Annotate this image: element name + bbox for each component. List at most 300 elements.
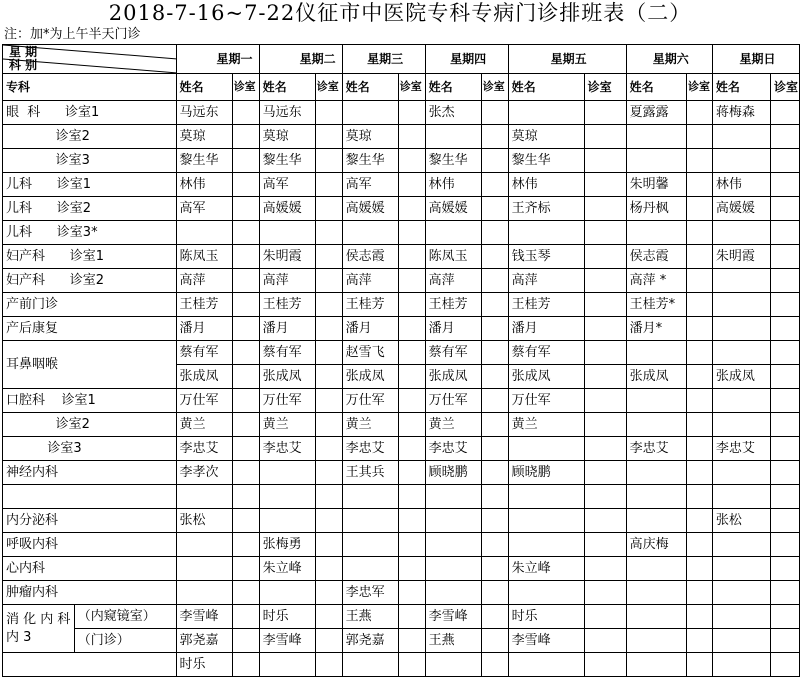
room-cell (584, 149, 626, 173)
digestive-dept-label: 消 化 内 科 (6, 611, 71, 627)
dept-cell: 妇产科 诊室1 (3, 245, 177, 269)
doctor-name-cell (626, 629, 686, 653)
doctor-name-cell: 高军 (176, 197, 232, 221)
room-cell (398, 389, 425, 413)
corner-day-label: 星 期 (9, 45, 38, 59)
room-cell (398, 365, 425, 389)
room-cell (481, 629, 508, 653)
room-cell (686, 317, 712, 341)
room-cell (398, 341, 425, 365)
doctor-name-cell (259, 653, 315, 677)
doctor-name-cell: 李忠艾 (712, 437, 770, 461)
room-cell (232, 341, 259, 365)
table-row (3, 341, 800, 365)
room-cell (584, 437, 626, 461)
dept-cell-digestive (3, 605, 75, 653)
room-cell (584, 389, 626, 413)
room-cell (398, 461, 425, 485)
doctor-name-cell: 黄兰 (342, 413, 398, 437)
room-cell (770, 365, 799, 389)
room-cell (481, 221, 508, 245)
room-cell (481, 605, 508, 629)
doctor-name-cell: 马远东 (259, 101, 315, 125)
day-header-fri: 星期五 (508, 45, 626, 74)
doctor-name-cell: 蔡有军 (176, 341, 232, 365)
room-cell (315, 341, 342, 365)
name-header: 姓名 (626, 74, 686, 101)
room-cell (770, 605, 799, 629)
doctor-name-cell (626, 485, 686, 509)
doctor-name-cell: 高军 (342, 173, 398, 197)
doctor-name-cell: 黄兰 (425, 413, 481, 437)
room-cell (584, 269, 626, 293)
doctor-name-cell: 李雪峰 (508, 629, 584, 653)
name-header: 姓名 (259, 74, 315, 101)
doctor-name-cell: 时乐 (259, 605, 315, 629)
room-cell (398, 221, 425, 245)
doctor-name-cell: 李雪峰 (425, 605, 481, 629)
doctor-name-cell: 王桂芳 (176, 293, 232, 317)
doctor-name-cell (626, 341, 686, 365)
dept-cell: 产后康复 (3, 317, 177, 341)
doctor-name-cell: 黄兰 (508, 413, 584, 437)
room-cell (481, 317, 508, 341)
room-cell (398, 653, 425, 677)
doctor-name-cell: 黎生华 (176, 149, 232, 173)
header-day-row (3, 45, 800, 74)
note-text: 注：加*为上午半天门诊 (4, 27, 141, 42)
room-cell (315, 389, 342, 413)
room-cell (481, 173, 508, 197)
room-cell (481, 653, 508, 677)
room-header: 诊室 (398, 74, 425, 101)
room-cell (232, 413, 259, 437)
room-cell (398, 317, 425, 341)
room-cell (398, 437, 425, 461)
dept-cell: 诊室2 (3, 125, 177, 149)
dept-cell: 儿科 诊室2 (3, 197, 177, 221)
header-sub-row (3, 74, 800, 101)
room-cell (584, 557, 626, 581)
doctor-name-cell: 王其兵 (342, 461, 398, 485)
room-cell (686, 221, 712, 245)
room-cell (315, 557, 342, 581)
room-cell (232, 245, 259, 269)
room-cell (481, 365, 508, 389)
room-cell (481, 437, 508, 461)
doctor-name-cell (626, 557, 686, 581)
doctor-name-cell: 张成凤 (425, 365, 481, 389)
doctor-name-cell (712, 389, 770, 413)
doctor-name-cell: 王桂芳 (508, 293, 584, 317)
room-cell (584, 509, 626, 533)
room-cell (686, 173, 712, 197)
room-cell (232, 101, 259, 125)
room-cell (398, 581, 425, 605)
doctor-name-cell: 郭尧嘉 (176, 629, 232, 653)
doctor-name-cell: 侯志霞 (626, 245, 686, 269)
dept-cell-ent: 耳鼻咽喉 (3, 341, 177, 389)
doctor-name-cell (508, 437, 584, 461)
room-cell (481, 245, 508, 269)
doctor-name-cell: 朱明霞 (259, 245, 315, 269)
doctor-name-cell (176, 533, 232, 557)
doctor-name-cell: 李忠艾 (626, 437, 686, 461)
room-cell (686, 461, 712, 485)
doctor-name-cell: 钱玉琴 (508, 245, 584, 269)
room-cell (686, 437, 712, 461)
room-cell (584, 365, 626, 389)
room-cell (232, 293, 259, 317)
room-cell (770, 485, 799, 509)
room-cell (398, 269, 425, 293)
room-cell (232, 461, 259, 485)
doctor-name-cell: 高媛媛 (712, 197, 770, 221)
dept-cell: 眼 科 诊室1 (3, 101, 177, 125)
room-cell (315, 605, 342, 629)
doctor-name-cell (508, 485, 584, 509)
dept-cell: 儿科 诊室3* (3, 221, 177, 245)
doctor-name-cell: 李忠艾 (425, 437, 481, 461)
room-cell (481, 557, 508, 581)
doctor-name-cell: 张松 (712, 509, 770, 533)
room-cell (315, 509, 342, 533)
doctor-name-cell: 莫琼 (176, 125, 232, 149)
room-cell (232, 437, 259, 461)
table-row (3, 629, 800, 653)
table-row (3, 317, 800, 341)
doctor-name-cell (508, 653, 584, 677)
doctor-name-cell (259, 485, 315, 509)
dept-cell: 心内科 (3, 557, 177, 581)
doctor-name-cell: 张松 (176, 509, 232, 533)
doctor-name-cell: 高媛媛 (342, 197, 398, 221)
doctor-name-cell (259, 461, 315, 485)
doctor-name-cell (712, 533, 770, 557)
room-cell (398, 245, 425, 269)
room-cell (686, 653, 712, 677)
room-cell (481, 341, 508, 365)
room-cell (686, 149, 712, 173)
doctor-name-cell: 黄兰 (259, 413, 315, 437)
room-cell (232, 197, 259, 221)
doctor-name-cell: 朱立峰 (508, 557, 584, 581)
room-cell (232, 533, 259, 557)
room-header: 诊室 (481, 74, 508, 101)
doctor-name-cell: 张成凤 (508, 365, 584, 389)
dept-cell: 口腔科 诊室1 (3, 389, 177, 413)
table-row (3, 413, 800, 437)
room-header: 诊室 (584, 74, 626, 101)
room-cell (481, 197, 508, 221)
room-cell (315, 485, 342, 509)
corner-dept-label: 科 别 (9, 58, 38, 72)
doctor-name-cell: 潘月 (259, 317, 315, 341)
day-header-thu: 星期四 (425, 45, 508, 74)
dept-cell: 诊室3 (3, 149, 177, 173)
table-row (3, 173, 800, 197)
room-cell (398, 605, 425, 629)
doctor-name-cell: 林伟 (425, 173, 481, 197)
doctor-name-cell: 夏露露 (626, 101, 686, 125)
room-cell (481, 269, 508, 293)
doctor-name-cell: 张成凤 (626, 365, 686, 389)
doctor-name-cell (712, 653, 770, 677)
room-cell (686, 125, 712, 149)
doctor-name-cell: 张成凤 (342, 365, 398, 389)
room-cell (770, 221, 799, 245)
doctor-name-cell: 万仕军 (259, 389, 315, 413)
doctor-name-cell (342, 509, 398, 533)
room-cell (232, 149, 259, 173)
doctor-name-cell: 杨丹枫 (626, 197, 686, 221)
doctor-name-cell: 李孝次 (176, 461, 232, 485)
room-cell (770, 581, 799, 605)
doctor-name-cell: 王桂芳* (626, 293, 686, 317)
room-cell (481, 149, 508, 173)
room-cell (481, 125, 508, 149)
doctor-name-cell: 高媛媛 (259, 197, 315, 221)
room-cell (584, 293, 626, 317)
room-cell (481, 293, 508, 317)
room-cell (315, 317, 342, 341)
doctor-name-cell: 高萍 * (626, 269, 686, 293)
dept-cell (3, 653, 177, 677)
room-cell (686, 293, 712, 317)
table-row (3, 245, 800, 269)
room-cell (315, 293, 342, 317)
room-cell (315, 245, 342, 269)
room-header: 诊室 (686, 74, 712, 101)
doctor-name-cell (712, 413, 770, 437)
room-cell (481, 389, 508, 413)
room-cell (770, 557, 799, 581)
day-header-mon: 星期一 (176, 45, 259, 74)
room-cell (770, 293, 799, 317)
room-cell (315, 629, 342, 653)
doctor-name-cell: 郭尧嘉 (342, 629, 398, 653)
doctor-name-cell (626, 389, 686, 413)
dept-cell: 内分泌科 (3, 509, 177, 533)
doctor-name-cell (626, 581, 686, 605)
doctor-name-cell (259, 221, 315, 245)
doctor-name-cell: 黎生华 (508, 149, 584, 173)
room-cell (770, 269, 799, 293)
room-cell (398, 101, 425, 125)
room-cell (315, 197, 342, 221)
doctor-name-cell: 朱立峰 (259, 557, 315, 581)
doctor-name-cell (712, 605, 770, 629)
doctor-name-cell: 高萍 (342, 269, 398, 293)
doctor-name-cell: 时乐 (508, 605, 584, 629)
room-cell (481, 581, 508, 605)
doctor-name-cell: 顾晓鹏 (508, 461, 584, 485)
doctor-name-cell (259, 509, 315, 533)
room-cell (584, 341, 626, 365)
doctor-name-cell (176, 485, 232, 509)
room-cell (770, 149, 799, 173)
table-row (3, 149, 800, 173)
table-row (3, 389, 800, 413)
schedule-table (2, 44, 800, 677)
page-title: 2018-7-16~7-22仪征市中医院专科专病门诊排班表（二） (108, 1, 692, 25)
doctor-name-cell: 莫琼 (508, 125, 584, 149)
doctor-name-cell: 王燕 (425, 629, 481, 653)
doctor-name-cell: 张成凤 (712, 365, 770, 389)
room-cell (686, 533, 712, 557)
doctor-name-cell: 林伟 (508, 173, 584, 197)
doctor-name-cell: 黎生华 (425, 149, 481, 173)
doctor-name-cell: 李雪峰 (259, 629, 315, 653)
dept-cell (3, 485, 177, 509)
doctor-name-cell: 李忠艾 (259, 437, 315, 461)
doctor-name-cell (176, 221, 232, 245)
room-cell (584, 533, 626, 557)
doctor-name-cell (712, 485, 770, 509)
doctor-name-cell (508, 101, 584, 125)
room-cell (232, 317, 259, 341)
doctor-name-cell (626, 509, 686, 533)
doctor-name-cell (626, 149, 686, 173)
doctor-name-cell: 顾晓鹏 (425, 461, 481, 485)
table-row (3, 485, 800, 509)
doctor-name-cell: 林伟 (712, 173, 770, 197)
room-cell (481, 509, 508, 533)
dept-cell: 诊室2 (3, 413, 177, 437)
room-cell (398, 413, 425, 437)
doctor-name-cell: 时乐 (176, 653, 232, 677)
doctor-name-cell: 张杰 (425, 101, 481, 125)
room-cell (315, 269, 342, 293)
doctor-name-cell (342, 533, 398, 557)
name-header: 姓名 (342, 74, 398, 101)
doctor-name-cell: 黎生华 (259, 149, 315, 173)
doctor-name-cell (712, 149, 770, 173)
room-cell (232, 269, 259, 293)
doctor-name-cell: 高萍 (508, 269, 584, 293)
room-cell (398, 197, 425, 221)
doctor-name-cell: 蔡有军 (425, 341, 481, 365)
room-cell (232, 221, 259, 245)
doctor-name-cell (508, 581, 584, 605)
room-cell (686, 245, 712, 269)
doctor-name-cell: 高媛媛 (425, 197, 481, 221)
room-cell (481, 413, 508, 437)
doctor-name-cell: 张梅勇 (259, 533, 315, 557)
room-cell (584, 581, 626, 605)
room-cell (686, 509, 712, 533)
room-cell (686, 269, 712, 293)
room-cell (232, 605, 259, 629)
room-cell (315, 437, 342, 461)
room-cell (770, 389, 799, 413)
dept-cell: 妇产科 诊室2 (3, 269, 177, 293)
dept-cell: 神经内科 (3, 461, 177, 485)
table-row (3, 269, 800, 293)
doctor-name-cell: 陈凤玉 (176, 245, 232, 269)
doctor-name-cell: 万仕军 (508, 389, 584, 413)
doctor-name-cell: 朱明霞 (712, 245, 770, 269)
doctor-name-cell (259, 581, 315, 605)
dept-column-header: 专科 (3, 74, 177, 101)
table-row (3, 653, 800, 677)
doctor-name-cell: 高萍 (259, 269, 315, 293)
room-cell (584, 221, 626, 245)
room-cell (584, 197, 626, 221)
room-cell (770, 101, 799, 125)
doctor-name-cell: 黎生华 (342, 149, 398, 173)
dept-cell: 肿瘤内科 (3, 581, 177, 605)
doctor-name-cell: 马远东 (176, 101, 232, 125)
room-header: 诊室 (232, 74, 259, 101)
table-row (3, 221, 800, 245)
doctor-name-cell (508, 509, 584, 533)
room-cell (686, 629, 712, 653)
day-header-sun: 星期日 (712, 45, 799, 74)
room-cell (584, 245, 626, 269)
day-header-tue: 星期二 (259, 45, 342, 74)
room-cell (232, 485, 259, 509)
doctor-name-cell: 蔡有军 (259, 341, 315, 365)
room-cell (315, 461, 342, 485)
room-cell (584, 629, 626, 653)
room-cell (770, 629, 799, 653)
room-cell (770, 341, 799, 365)
room-cell (584, 173, 626, 197)
room-cell (584, 653, 626, 677)
room-cell (770, 197, 799, 221)
doctor-name-cell: 蒋梅森 (712, 101, 770, 125)
room-cell (686, 341, 712, 365)
doctor-name-cell: 张成凤 (176, 365, 232, 389)
doctor-name-cell (342, 221, 398, 245)
doctor-name-cell (712, 269, 770, 293)
doctor-name-cell (342, 653, 398, 677)
room-header: 诊室 (315, 74, 342, 101)
doctor-name-cell (425, 653, 481, 677)
room-cell (315, 365, 342, 389)
room-cell (481, 485, 508, 509)
room-cell (315, 653, 342, 677)
table-row (3, 197, 800, 221)
doctor-name-cell: 李雪峰 (176, 605, 232, 629)
table-row (3, 125, 800, 149)
schedule-body (3, 101, 800, 677)
doctor-name-cell (626, 653, 686, 677)
table-row (3, 461, 800, 485)
room-header: 诊室 (770, 74, 799, 101)
room-cell (770, 437, 799, 461)
doctor-name-cell: 王燕 (342, 605, 398, 629)
doctor-name-cell: 李忠艾 (176, 437, 232, 461)
doctor-name-cell: 黄兰 (176, 413, 232, 437)
room-cell (398, 485, 425, 509)
room-cell (232, 653, 259, 677)
doctor-name-cell: 李忠军 (342, 581, 398, 605)
doctor-name-cell: 蔡有军 (508, 341, 584, 365)
room-cell (686, 581, 712, 605)
doctor-name-cell (425, 533, 481, 557)
doctor-name-cell (712, 581, 770, 605)
room-cell (584, 101, 626, 125)
table-row (3, 533, 800, 557)
doctor-name-cell: 王齐标 (508, 197, 584, 221)
room-cell (232, 581, 259, 605)
room-cell (770, 533, 799, 557)
doctor-name-cell: 王桂芳 (342, 293, 398, 317)
doctor-name-cell: 赵雪飞 (342, 341, 398, 365)
doctor-name-cell: 万仕军 (176, 389, 232, 413)
